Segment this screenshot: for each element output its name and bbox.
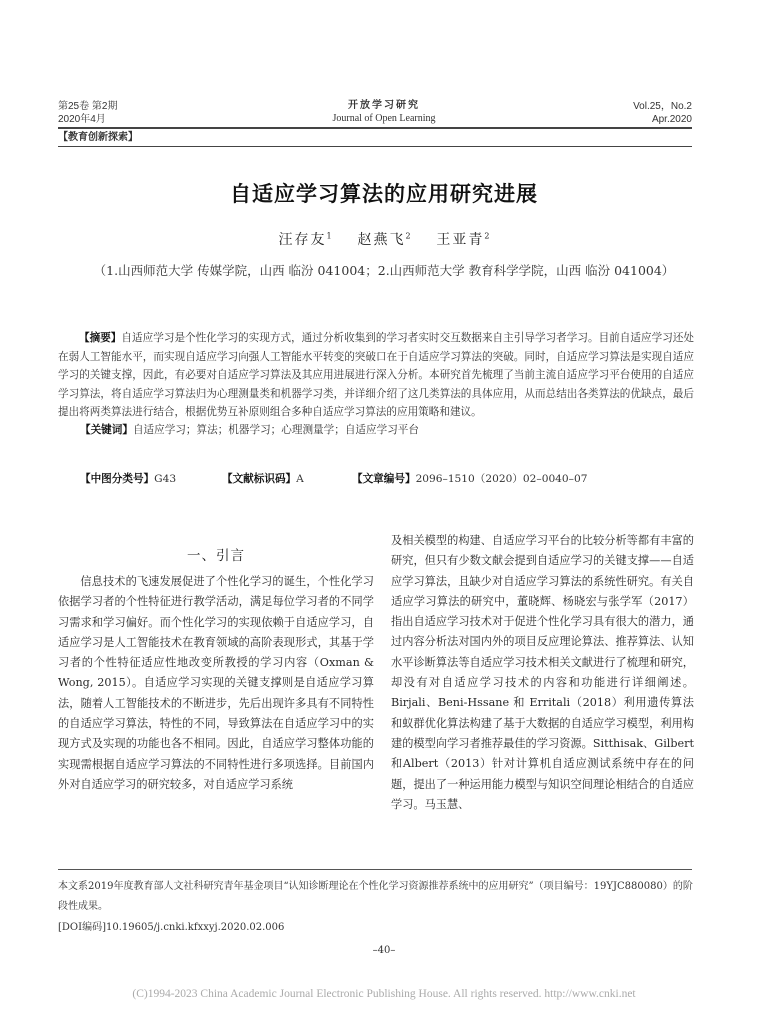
- author-affil-mark: 2: [405, 231, 411, 241]
- copyright-watermark: (C)1994-2023 China Academic Journal Electronic Publishing House. All rights reserved. http://www.cnki.net: [132, 988, 636, 1000]
- body-left-column: [58, 572, 374, 795]
- abstract-text: 自适应学习是个性化学习的实现方式，通过分析收集到的学习者实时交互数据来自主引导学习者学习。目前自适应学习还处在弱人工智能水平，而实现自适应学习向强人工智能水平转变的突破口在于自适应学习算法的突破。同时，自适应学习算法是实现自适应学习的关键支撑，因此，有必要对自适应学习算法及其应用进展进行深入分析。本研究首先梳理了当前主流自适应学习平台使用的自适应学习算法，将自适应学习算法归为心理测量类和机器学习类，并详细介绍了这几类算法的具体应用，从而总结出各类算法的优缺点，最后提出将两类算法进行结合，根据优势互补原则组合多种自适应学习算法的应用策略和建议。: [58, 332, 695, 418]
- keywords-label: 【关键词】: [80, 424, 133, 436]
- author-name: 赵燕飞: [357, 232, 406, 248]
- article-number: [352, 471, 587, 486]
- section-heading: 一、引言: [187, 548, 245, 564]
- journal-name-cn: 开放学习研究: [348, 100, 420, 111]
- column-tag: 【教育创新探索】: [58, 132, 138, 143]
- body-paragraph: 信息技术的飞速发展促进了个性化学习的诞生，个性化学习依据学习者的个性特征进行教学活动，满足每位学习者的不同学习需求和学习偏好。而个性化学习的实现依赖于自适应学习，自适应学习是人工智能技术在教育领域的高阶表现形式，其基于学习者的个性特征适应性地改变所教授的学习内容（Oxman & Wong, 2015）。自适应学习实现的关键支撑则是自适应学习算法，随着人工智能技术的不断进步，先后出现许多具有不同特性的自适应学习算法，特性的不同，导致算法在自适应学习中的实现方式及实现的功能也各不相同。因此，自适应学习整体功能的实现需根据自适应学习算法的不同特性进行多项选择。目前国内外对自适应学习的研究较多，对自适应学习系统: [58, 575, 374, 791]
- doc-value: A: [296, 473, 304, 485]
- clc-number: [80, 471, 176, 486]
- header-date-en: Apr.2020: [651, 114, 692, 125]
- affiliation: （1.山西师范大学 传媒学院，山西 临汾 041004；2.山西师范大学 教育科学学院，山西 临汾 041004）: [93, 263, 675, 278]
- keywords: [80, 421, 694, 439]
- article-title: 自适应学习算法的应用研究进展: [230, 181, 538, 206]
- header-volume-en: Vol.25，No.2: [633, 101, 692, 112]
- body-paragraph: 及相关模型的构建、自适应学习平台的比较分析等都有丰富的研究，但只有少数文献会提到自适应学习的关键支撑——自适应学习算法，且缺少对自适应学习算法的系统性研究。有关自适应学习算法的研究中，董晓辉、杨晓宏与张学军（2017）指出自适应学习技术对于促进个性化学习具有很大的潜力，通过内容分析法对国内外的项目反应理论算法、推荐算法、认知水平诊断算法等自适应学习技术相关文献进行了梳理和研究，却没有对自适应学习技术的内容和功能进行详细阐述。Birjali、Beni-Hssane 和 Erritali（2018）利用遗传算法和蚁群优化算法构建了基于大数据的自适应学习模型，利用构建的模型向学习者推荐最佳的学习资源。Sitthisak、Gilbert和Albert（2013）针对计算机自适应测试系统中存在的问题，提出了一种运用能力模型与知识空间理论相结合的自适应学习。马玉慧、: [391, 534, 694, 811]
- journal-name-en: Journal of Open Learning: [332, 113, 436, 124]
- abstract: [58, 329, 694, 422]
- footnote-doi: [DOI编码]10.19605/j.cnki.kfxxyj.2020.02.006: [58, 922, 285, 933]
- doc-code: [222, 471, 304, 486]
- header-date: 2020年4月: [58, 114, 106, 125]
- author-affil-mark: 1: [326, 231, 332, 241]
- clc-value: G43: [154, 473, 177, 485]
- article-number-label: 【文章编号】: [352, 473, 416, 485]
- author-list: [0, 229, 768, 249]
- header-rule: [58, 127, 692, 129]
- header-rule-2: [58, 146, 692, 147]
- footnote-rule: [58, 869, 692, 870]
- header-volume: 第25卷 第2期: [58, 101, 118, 112]
- article-number-value: 2096–1510（2020）02–0040–07: [415, 473, 588, 485]
- body-right-column: [391, 531, 694, 815]
- author-name: 王亚青: [436, 232, 485, 248]
- keywords-text: 自适应学习；算法；机器学习；心理测量学；自适应学习平台: [132, 424, 419, 436]
- doc-label: 【文献标识码】: [222, 473, 297, 485]
- author-affil-mark: 2: [484, 231, 490, 241]
- page-number: –40–: [372, 945, 396, 956]
- footnote-fund: 本文系2019年度教育部人文社科研究青年基金项目“认知诊断理论在个性化学习资源推荐系统中的应用研究”（项目编号：19YJC880080）的阶段性成果。: [58, 881, 693, 912]
- abstract-label: 【摘要】: [79, 332, 122, 344]
- clc-label: 【中图分类号】: [80, 473, 155, 485]
- author-name: 汪存友: [278, 232, 327, 248]
